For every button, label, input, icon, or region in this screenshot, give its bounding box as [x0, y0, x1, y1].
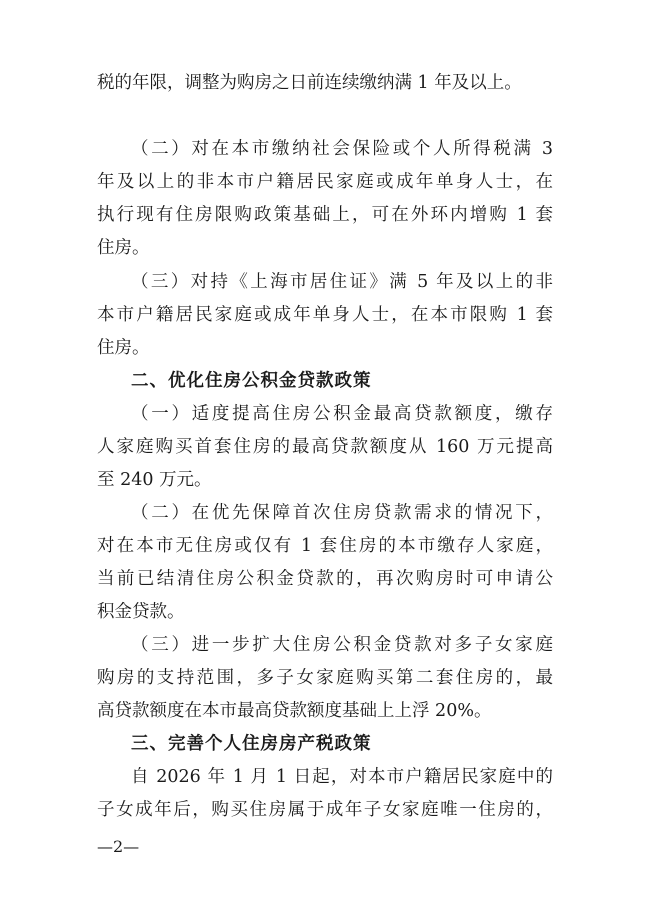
paragraph-line: 本市户籍居民家庭或成年单身人士，在本市限购 1 套 — [97, 305, 553, 325]
page-number: —2— — [97, 837, 140, 856]
paragraph-line: 人家庭购买首套住房的最高贷款额度从 160 万元提高 — [97, 437, 553, 457]
paragraph-line: 自 2026 年 1 月 1 日起，对本市户籍居民家庭中的 — [131, 767, 553, 787]
section-heading: 三、完善个人住房房产税政策 — [131, 734, 372, 754]
paragraph-line: （三）进一步扩大住房公积金贷款对多子女家庭 — [131, 635, 553, 655]
paragraph-line: 当前已结清住房公积金贷款的，再次购房时可申请公 — [97, 569, 553, 589]
paragraph-line: 购房的支持范围，多子女家庭购买第二套住房的，最 — [97, 668, 553, 688]
paragraph-line: 税的年限，调整为购房之日前连续缴纳满 1 年及以上。 — [97, 73, 522, 93]
paragraph-line: 住房。 — [97, 238, 150, 258]
paragraph-line: 对在本市无住房或仅有 1 套住房的本市缴存人家庭， — [97, 536, 553, 556]
paragraph-line: 子女成年后，购买住房属于成年子女家庭唯一住房的， — [97, 800, 553, 820]
paragraph-line: 执行现有住房限购政策基础上，可在外环内增购 1 套 — [97, 205, 553, 225]
paragraph-line: 至 240 万元。 — [97, 470, 212, 490]
paragraph-line: （二）对在本市缴纳社会保险或个人所得税满 3 — [131, 139, 553, 159]
paragraph-line: 高贷款额度在本市最高贷款额度基础上上浮 20%。 — [97, 701, 492, 721]
paragraph-line: （二）在优先保障首次住房贷款需求的情况下， — [131, 503, 553, 523]
paragraph-line: 积金贷款。 — [97, 602, 185, 622]
paragraph-line: 住房。 — [97, 338, 150, 358]
paragraph-line: （一）适度提高住房公积金最高贷款额度，缴存 — [131, 404, 553, 424]
paragraph-line: （三）对持《上海市居住证》满 5 年及以上的非 — [131, 272, 553, 292]
paragraph-line: 年及以上的非本市户籍居民家庭或成年单身人士，在 — [97, 172, 553, 192]
section-heading: 二、优化住房公积金贷款政策 — [131, 371, 372, 391]
